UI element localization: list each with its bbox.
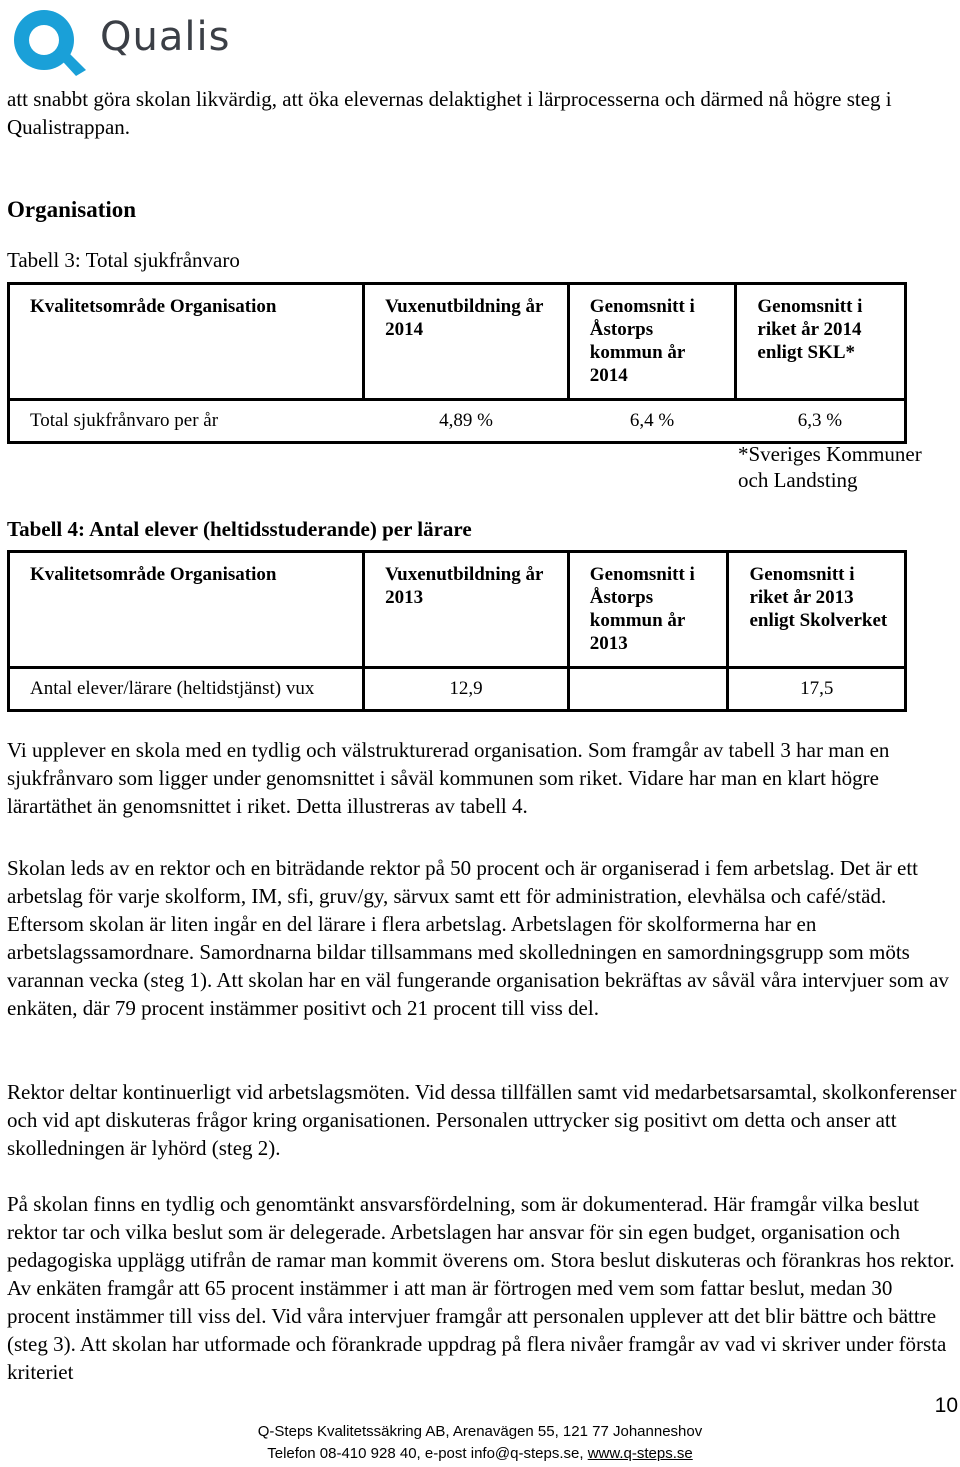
table3-header-cell: Kvalitetsområde Organisation [9,284,364,400]
table-3-sickness-absence [7,282,907,444]
table-4-students-per-teacher [7,550,907,712]
table4-data-row [9,668,906,711]
table3-header-row [9,284,906,400]
qualis-logo [6,4,246,80]
table4-value: 17,5 [728,668,906,711]
table3-header-cell: Genomsnitt i riket år 2014 enligt SKL* [736,284,906,400]
table4-header-cell: Genomsnitt i riket år 2013 enligt Skolverket [728,552,906,668]
qualis-logo-mark [6,4,92,80]
intro-paragraph: att snabbt göra skolan likvärdig, att öka elevernas delaktighet i lärprocesserna och därmed nå högre steg i Qualistrappan. [7,87,892,139]
table3-caption: Tabell 3: Total sjukfrånvaro [7,248,240,272]
table3-header-cell: Vuxenutbildning år 2014 [364,284,569,400]
page-number: 10 [934,1394,958,1417]
table3-header-cell: Genomsnitt i Åstorps kommun år 2014 [568,284,736,400]
table4-header-cell: Kvalitetsområde Organisation [9,552,364,668]
table3-row-label: Total sjukfrånvaro per år [9,400,364,443]
table4-value: 12,9 [364,668,569,711]
table3-footnote: *Sveriges Kommuner och Landsting [738,442,922,492]
body-paragraph-1: Vi upplever en skola med en tydlig och välstrukturerad organisation. Som framgår av tabell 3 har man en sjukfrånvaro som ligger under genomsnittet i såväl kommunen som riket. Vidare har man en klart högre lärartäthet än genomsnittet i riket. Detta illustreras av tabell 4. [7,738,890,818]
body-paragraph-2: Skolan leds av en rektor och en biträdande rektor på 50 procent och är organiserad i fem arbetslag. Det är ett arbetslag för varje skolform, IM, sfi, gruv/gy, särvux samt ett för administration, elevhälsa och café/städ. Eftersom skolan är liten ingår en del lärare i flera arbetslag. Arbetslagen för skolformerna har en arbetslagssamordnare. Samordnarna bildar tillsammans med skolledningen en samordningsgrupp som möts varannan vecka (steg 1). Att skolan har en väl fungerande organisation bekräftas av såväl våra intervjuer som av enkäten, där 79 procent instämmer positivt och 21 procent till viss del. [7,856,949,1020]
table3-value: 4,89 % [364,400,569,443]
body-paragraph-4: På skolan finns en tydlig och genomtänkt ansvarsfördelning, som är dokumenterad. Här framgår vilka beslut rektor tar och vilka beslut som är delegerade. Arbetslagen har ansvar för sin egen budget, organisation och pedagogiska upplägg utifrån de ramar man kommit överens om. Stora beslut diskuteras och förankras hos rektor. Av enkäten framgår att 65 procent instämmer i att man är förtrogen med vem som fattar beslut, medan 30 procent instämmer till viss del. Vid våra intervjuer framgår att personalen upplever att det blir bättre och bättre (steg 3). Att skolan har utformade och förankrade uppdrag på flera nivåer framgår av vad vi skriver under första kriteriet [7,1192,955,1384]
table4-value [568,668,728,711]
table3-value: 6,3 % [736,400,906,443]
table4-row-label: Antal elever/lärare (heltidstjänst) vux [9,668,364,711]
table4-header-cell: Vuxenutbildning år 2013 [364,552,569,668]
body-paragraph-3: Rektor deltar kontinuerligt vid arbetslagsmöten. Vid dessa tillfällen samt vid medarbetsarsamtal, skolkonferenser och vid apt diskuteras frågor kring organisationen. Personalen uttrycker sig positivt om detta och anser att skolledningen är lyhörd (steg 2). [7,1080,957,1160]
table4-header-cell: Genomsnitt i Åstorps kommun år 2013 [568,552,728,668]
footer-phone-email: Telefon 08-410 928 40, e-post info@q-steps.se, [267,1445,588,1462]
footer-address: Q-Steps Kvalitetssäkring AB, Arenavägen 55, 121 77 Johanneshov [257,1423,703,1440]
table3-value: 6,4 % [568,400,736,443]
table3-data-row [9,400,906,443]
footer-contact [0,1443,960,1465]
table4-caption: Tabell 4: Antal elever (heltidsstuderande) per lärare [7,517,472,541]
logo-wordmark: Qualis [100,14,231,60]
table4-header-row [9,552,906,668]
footer-website-link[interactable]: www.q-steps.se [587,1445,693,1462]
section-heading: Organisation [7,197,137,222]
